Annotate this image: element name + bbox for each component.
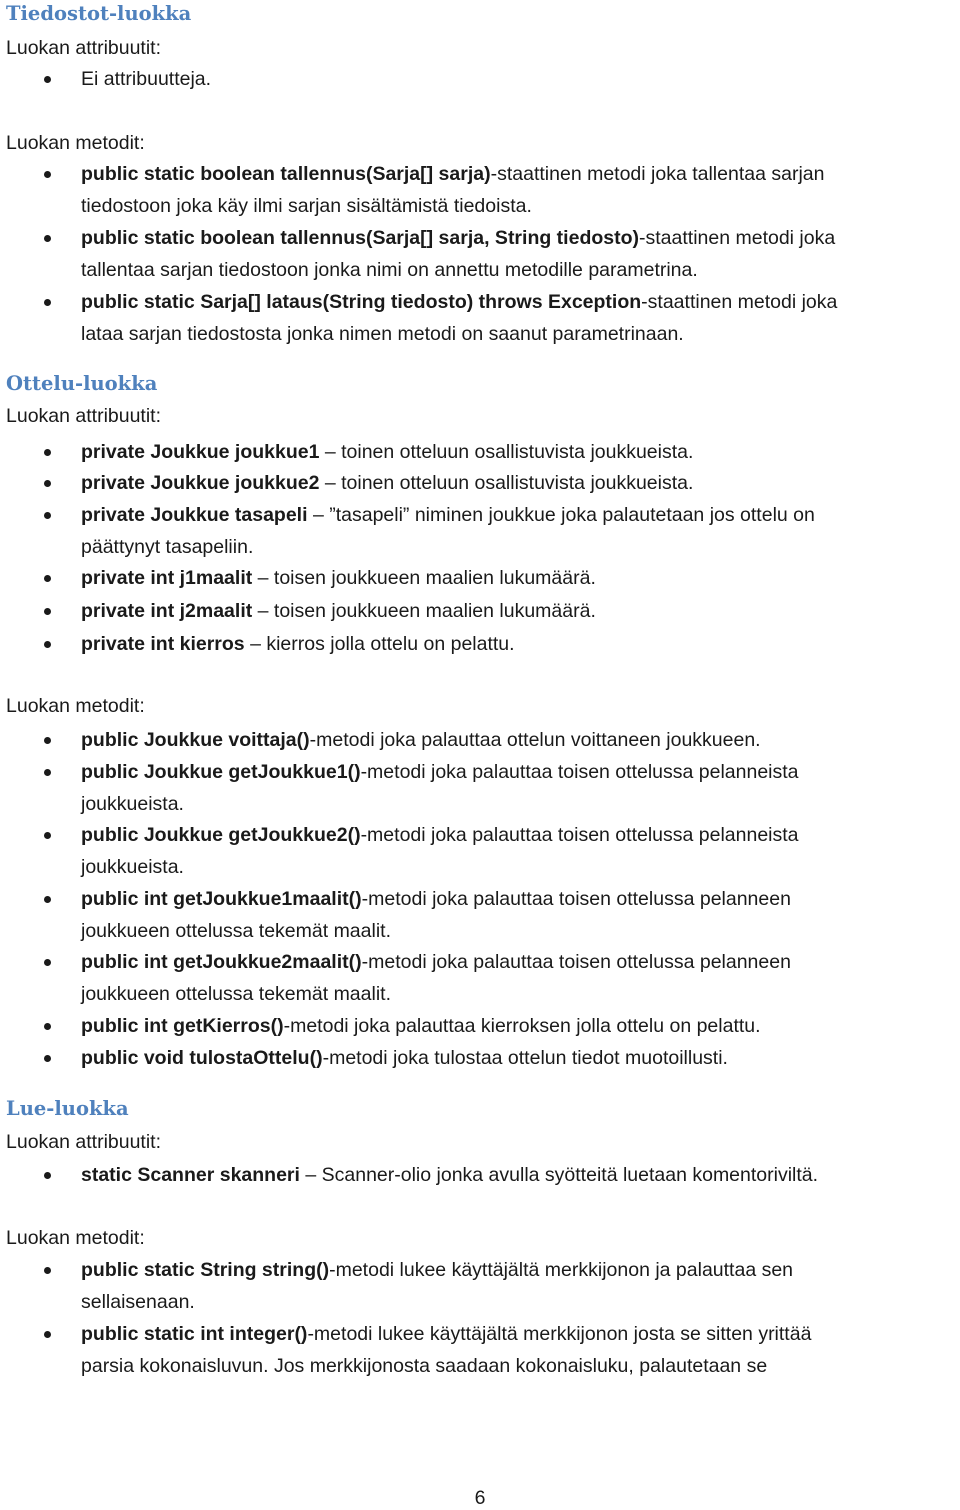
method-item: public int getKierros()-metodi joka palauttaa kierroksen jolla ottelu on pelattu. [81,1014,956,1046]
attribute-item: private Joukkue joukkue2 – toinen otteluun osallistuvista joukkueista. [81,471,956,503]
bullet-icon [44,1331,51,1338]
attribute-item: private int kierros – kierros jolla ottelu on pelattu. [81,632,956,664]
bullet-icon [44,641,51,648]
methods-label: Luokan metodit: [6,1227,145,1249]
bullet-icon [44,575,51,582]
attribute-item: private Joukkue tasapeli – ”tasapeli” niminen joukkue joka palautetaan jos ottelu on päättynyt tasapeliin. [81,503,956,567]
method-item: public static String string()-metodi lukee käyttäjältä merkkijonon ja palauttaa sen sellaisenaan. [81,1258,956,1322]
methods-label: Luokan metodit: [6,132,145,154]
section-title-tiedostot: Tiedostot-luokka [6,2,192,25]
bullet-icon [44,480,51,487]
method-item: public int getJoukkue2maalit()-metodi joka palauttaa toisen ottelussa pelanneen joukkueen ottelussa tekemät maalit. [81,950,956,1014]
attribute-item: private int j2maalit – toisen joukkueen maalien lukumäärä. [81,599,956,631]
bullet-icon [44,449,51,456]
method-item: public int getJoukkue1maalit()-metodi joka palauttaa toisen ottelussa pelanneen joukkueen ottelussa tekemät maalit. [81,887,956,951]
bullet-icon [44,171,51,178]
attributes-label: Luokan attribuutit: [6,405,162,427]
attribute-item: static Scanner skanneri – Scanner-olio jonka avulla syötteitä luetaan komentoriviltä. [81,1163,956,1195]
section-title-lue: Lue-luokka [6,1097,129,1120]
attributes-label: Luokan attribuutit: [6,37,162,59]
attribute-item: Ei attribuutteja. [81,67,956,99]
bullet-icon [44,1267,51,1274]
bullet-icon [44,299,51,306]
attributes-label: Luokan attribuutit: [6,1131,162,1153]
bullet-icon [44,76,51,83]
method-item: public static int integer()-metodi lukee käyttäjältä merkkijonon josta se sitten yrittää parsia kokonaisluvun. Jos merkkijonosta saadaan kokonaisluku, palautetaan se [81,1322,956,1386]
page-number: 6 [474,1487,486,1509]
method-item: public static Sarja[] lataus(String tiedosto) throws Exception-staattinen metodi joka lataa sarjan tiedostosta jonka nimen metodi on saanut parametrinaan. [81,290,956,354]
method-item: public Joukkue voittaja()-metodi joka palauttaa ottelun voittaneen joukkueen. [81,728,956,760]
method-item: public Joukkue getJoukkue2()-metodi joka palauttaa toisen ottelussa pelanneista joukkueista. [81,823,956,887]
bullet-icon [44,1055,51,1062]
bullet-icon [44,608,51,615]
method-item: public void tulostaOttelu()-metodi joka tulostaa ottelun tiedot muotoillusti. [81,1046,956,1078]
bullet-icon [44,1023,51,1030]
method-item: public Joukkue getJoukkue1()-metodi joka palauttaa toisen ottelussa pelanneista joukkueista. [81,760,956,824]
method-item: public static boolean tallennus(Sarja[] sarja)-staattinen metodi joka tallentaa sarjan tiedostoon joka käy ilmi sarjan sisältämistä tiedoista. [81,162,956,226]
bullet-icon [44,896,51,903]
bullet-icon [44,235,51,242]
bullet-icon [44,959,51,966]
bullet-icon [44,769,51,776]
bullet-icon [44,1172,51,1179]
attribute-item: private int j1maalit – toisen joukkueen maalien lukumäärä. [81,566,956,598]
bullet-icon [44,512,51,519]
method-item: public static boolean tallennus(Sarja[] sarja, String tiedosto)-staattinen metodi joka tallentaa sarjan tiedostoon jonka nimi on annettu metodille parametrina. [81,226,956,290]
attribute-item: private Joukkue joukkue1 – toinen otteluun osallistuvista joukkueista. [81,440,956,472]
bullet-icon [44,737,51,744]
methods-label: Luokan metodit: [6,695,145,717]
section-title-ottelu: Ottelu-luokka [6,372,158,395]
bullet-icon [44,832,51,839]
